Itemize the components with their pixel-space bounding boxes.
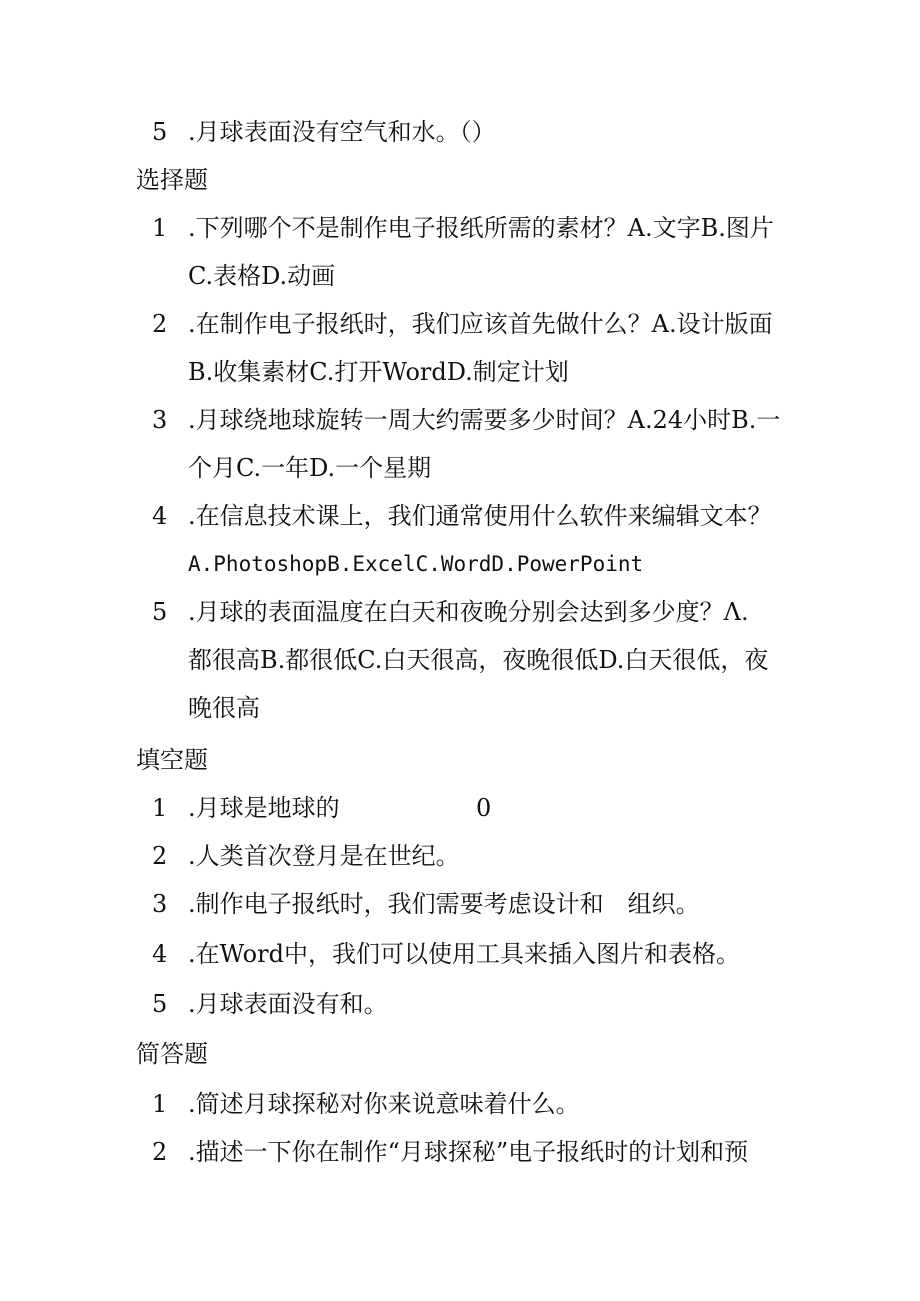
fill-item-4: [152, 938, 740, 970]
item-number: 2: [152, 310, 168, 338]
item-text: .简述月球探秘对你来说意味着什么。: [188, 1090, 580, 1118]
judgement-item-5: [152, 116, 496, 148]
fill-item-1-answer: 0: [476, 794, 492, 822]
choice-item-3: [152, 404, 780, 436]
choice-item-4: [152, 500, 772, 532]
item-number: 2: [152, 1138, 168, 1166]
item-number: 3: [152, 406, 168, 434]
item-text: .在制作电子报纸时，我们应该首先做什么？A.设计版面: [188, 310, 773, 338]
choice-item-1: [152, 212, 774, 244]
short-item-1: [152, 1088, 580, 1120]
item-text: .月球的表面温度在白天和夜晚分别会达到多少度？Λ.: [188, 598, 749, 626]
short-item-2: [152, 1136, 748, 1168]
fill-item-1: [152, 792, 340, 824]
item-text: .人类首次登月是在世纪。: [188, 842, 460, 870]
item-text: .在Word中，我们可以使用工具来插入图片和表格。: [188, 940, 740, 968]
choice-item-4-continuation: A.PhotoshopB.ExcelC.WordD.PowerPoint: [188, 552, 644, 576]
item-number: 2: [152, 842, 168, 870]
choice-item-3-continuation: 个月C.一年D.一个星期: [188, 454, 432, 482]
item-text: .月球是地球的: [188, 794, 340, 822]
fill-item-3: [152, 888, 700, 920]
item-text: .描述一下你在制作“月球探秘”电子报纸时的计划和预: [188, 1138, 749, 1166]
item-text: .月球绕地球旋转一周大约需要多少时间？A.24小时B.一: [188, 406, 781, 434]
item-text: .月球表面没有和。: [188, 990, 388, 1018]
item-text: .在信息技术课上，我们通常使用什么软件来编辑文本？: [188, 502, 772, 530]
item-number: 1: [152, 1090, 168, 1118]
choice-item-2: [152, 308, 773, 340]
choice-item-2-continuation: B.收集素材C.打开WordD.制定计划: [188, 358, 569, 386]
item-text: .月球表面没有空气和水。（）: [188, 118, 496, 146]
item-number: 1: [152, 794, 168, 822]
item-number: 4: [152, 940, 168, 968]
section-heading-choice: 选择题: [136, 166, 208, 194]
item-number: 3: [152, 890, 168, 918]
item-number: 1: [152, 214, 168, 242]
section-heading-fill: 填空题: [136, 746, 208, 774]
choice-item-5-continuation-2: 晚很高: [188, 694, 260, 722]
choice-item-5: [152, 596, 749, 628]
section-heading-short-answer: 简答题: [136, 1040, 208, 1068]
fill-item-2: [152, 840, 460, 872]
item-number: 5: [152, 118, 168, 146]
item-number: 5: [152, 990, 168, 1018]
choice-item-5-continuation: 都很高B.都很低C.白天很高，夜晚很低D.白天很低，夜: [188, 646, 769, 674]
fill-item-5: [152, 988, 388, 1020]
item-number: 4: [152, 502, 168, 530]
item-text: .下列哪个不是制作电子报纸所需的素材？A.文字B.图片: [188, 214, 774, 242]
choice-item-1-continuation: C.表格D.动画: [188, 262, 336, 290]
item-text: .制作电子报纸时，我们需要考虑设计和 组织。: [188, 890, 700, 918]
item-number: 5: [152, 598, 168, 626]
